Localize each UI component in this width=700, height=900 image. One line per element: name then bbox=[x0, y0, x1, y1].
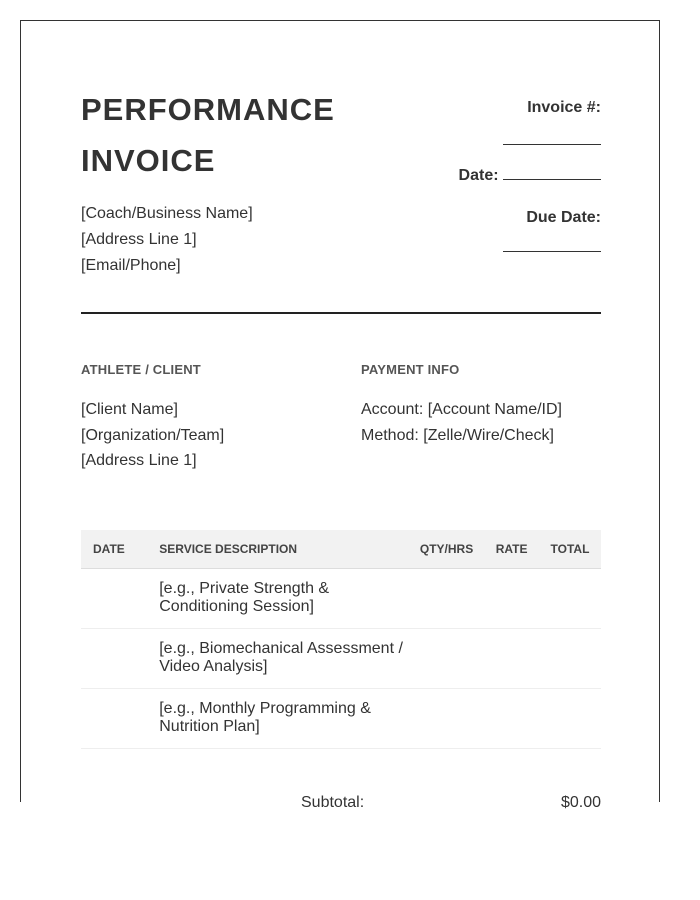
payment-section-label: PAYMENT INFO bbox=[361, 362, 460, 377]
row-total bbox=[551, 568, 601, 628]
sender-address: [Address Line 1] bbox=[81, 231, 197, 248]
client-organization: [Organization/Team] bbox=[81, 426, 225, 444]
client-name: [Client Name] bbox=[81, 401, 178, 418]
sender-contact: [Email/Phone] bbox=[81, 257, 181, 274]
row-qty bbox=[420, 688, 496, 748]
title-line-1: PERFORMANCE bbox=[81, 92, 335, 127]
client-section-label: ATHLETE / CLIENT bbox=[81, 362, 201, 377]
table-row bbox=[81, 628, 601, 688]
table-header-row bbox=[81, 530, 601, 568]
row-rate bbox=[496, 568, 551, 628]
payment-method: Method: [Zelle/Wire/Check] bbox=[361, 426, 554, 444]
row-date bbox=[81, 628, 159, 688]
payment-account: Account: [Account Name/ID] bbox=[361, 401, 562, 418]
subtotal-value: $0.00 bbox=[560, 794, 601, 811]
column-header-description: SERVICE DESCRIPTION bbox=[159, 530, 420, 568]
row-qty bbox=[420, 568, 496, 628]
client-block bbox=[81, 397, 224, 474]
invoice-number-label: Invoice #: bbox=[527, 99, 601, 116]
row-description: [e.g., Monthly Programming & Nutrition Plan] bbox=[159, 700, 371, 735]
column-header-total: TOTAL bbox=[551, 530, 601, 568]
invoice-title bbox=[81, 84, 381, 186]
row-total bbox=[551, 628, 601, 688]
row-date bbox=[81, 688, 159, 748]
row-rate bbox=[496, 688, 551, 748]
row-rate bbox=[496, 628, 551, 688]
subtotal-label: Subtotal: bbox=[301, 794, 365, 811]
sender-block bbox=[81, 201, 253, 279]
row-date bbox=[81, 568, 159, 628]
invoice-number-field[interactable] bbox=[503, 144, 601, 145]
row-qty bbox=[420, 628, 496, 688]
column-header-date: DATE bbox=[81, 530, 159, 568]
header-divider bbox=[81, 312, 601, 314]
row-description: [e.g., Biomechanical Assessment / Video Analysis] bbox=[159, 640, 403, 675]
sender-name: [Coach/Business Name] bbox=[81, 205, 253, 222]
date-label: Date: bbox=[458, 167, 499, 184]
invoice-content bbox=[81, 21, 601, 811]
date-row bbox=[459, 167, 601, 185]
column-header-qty: QTY/HRS bbox=[420, 530, 496, 568]
table-row bbox=[81, 568, 601, 628]
line-items-table bbox=[81, 530, 601, 749]
due-date-label: Due Date: bbox=[526, 209, 601, 226]
client-address: [Address Line 1] bbox=[81, 452, 197, 469]
row-description: [e.g., Private Strength & Conditioning Session] bbox=[159, 580, 330, 615]
payment-block bbox=[361, 397, 562, 448]
table-row bbox=[81, 688, 601, 748]
due-date-field[interactable] bbox=[503, 251, 601, 252]
invoice-page bbox=[20, 20, 660, 811]
column-header-rate: RATE bbox=[496, 530, 551, 568]
title-line-2: INVOICE bbox=[81, 143, 216, 178]
date-field[interactable] bbox=[503, 178, 601, 180]
row-total bbox=[551, 688, 601, 748]
